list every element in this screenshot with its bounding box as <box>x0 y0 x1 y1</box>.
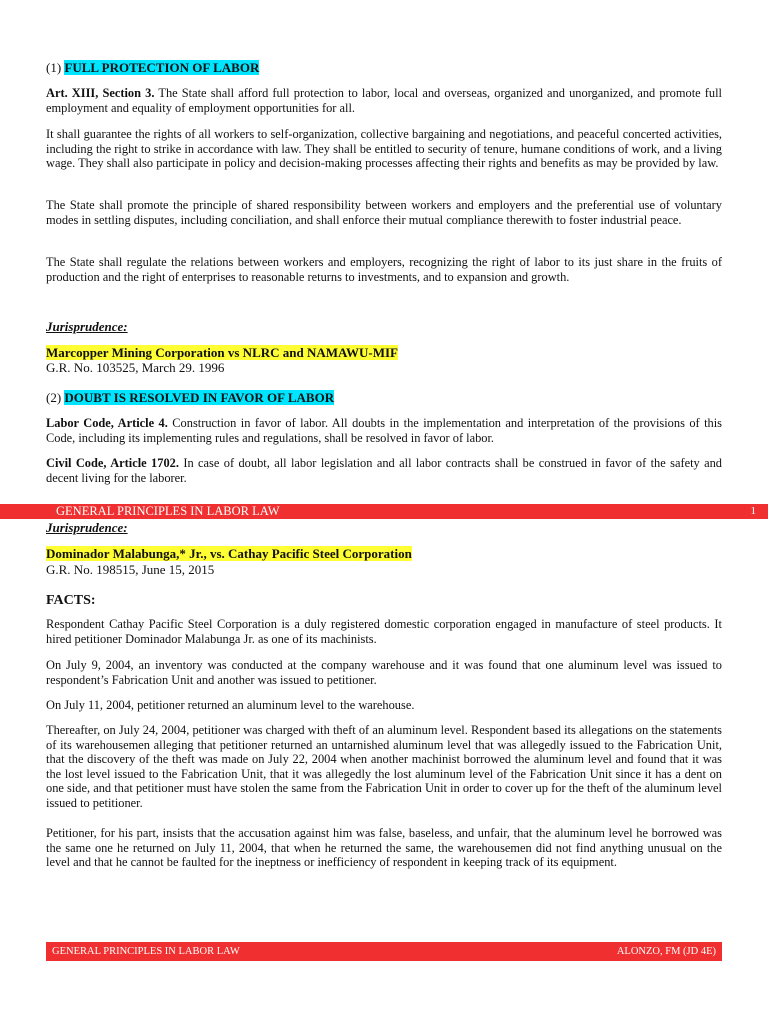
labor-code-text: Construction in favor of labor. All doubts in the implementation and interpretation of the provisions of this Code, including its implementing rules and regulations, shall be resolved in favor of labor. <box>46 416 722 445</box>
jurisprudence-label-2: Jurisprudence: <box>46 520 128 535</box>
art-xiii-label: Art. XIII, Section 3. <box>46 86 155 100</box>
page-number: 1 <box>750 505 756 517</box>
art-xiii-paragraph <box>46 86 722 115</box>
civil-code-paragraph <box>46 456 722 485</box>
facts-paragraph: On July 11, 2004, petitioner returned an aluminum level to the warehouse. <box>46 698 415 712</box>
paragraph-regulate-relations: The State shall regulate the relations between workers and employers, recognizing the right of labor to its just share in the fruits of production and the right of enterprises to reasonable returns to investments, and to expansion and growth. <box>46 255 722 284</box>
case-title-1-text: Marcopper Mining Corporation vs NLRC and NAMAWU-MIF <box>46 345 398 360</box>
facts-paragraph: Petitioner, for his part, insists that the accusation against him was false, baseless, and unfair, that the aluminum level he borrowed was the same one he returned on July 11, 2004, that when he returned the same, the warehousemen did not find anything unusual on the level and that he cannot be faulted for the ineptness or inefficiency of respondent in keeping track of its equipment. <box>46 826 722 870</box>
facts-paragraph: Respondent Cathay Pacific Steel Corporation is a duly registered domestic corporation engaged in manufacture of steel products. It hired petitioner Dominador Malabunga Jr. as one of its machinists. <box>46 617 722 646</box>
facts-paragraph: On July 9, 2004, an inventory was conducted at the company warehouse and it was found that one aluminum level was issued to respondent’s Fabrication Unit and another was issued to petitioner. <box>46 658 722 687</box>
case-gr-1: G.R. No. 103525, March 29. 1996 <box>46 360 225 375</box>
labor-code-paragraph <box>46 416 722 445</box>
civil-code-text: In case of doubt, all labor legislation and all labor contracts shall be construed in favor of the safety and decent living for the laborer. <box>46 456 722 485</box>
civil-code-label: Civil Code, Article 1702. <box>46 456 179 470</box>
section-2-heading <box>46 390 334 406</box>
page-header-band <box>0 504 768 519</box>
footer-right-text: ALONZO, FM (JD 4E) <box>616 946 716 957</box>
jurisprudence-label-1: Jurisprudence: <box>46 319 128 334</box>
page-footer <box>46 942 722 961</box>
art-xiii-text: The State shall afford full protection to labor, local and overseas, organized and unorganized, and promote full employment and equality of employment opportunities for all. <box>46 86 722 115</box>
section-2-number: (2) <box>46 390 62 405</box>
footer-left-text: GENERAL PRINCIPLES IN LABOR LAW <box>52 946 240 957</box>
section-1-title: FULL PROTECTION OF LABOR <box>64 60 260 75</box>
labor-code-label: Labor Code, Article 4. <box>46 416 168 430</box>
facts-label: FACTS: <box>46 593 96 608</box>
band-title: GENERAL PRINCIPLES IN LABOR LAW <box>56 504 280 518</box>
case-title-2-text: Dominador Malabunga,* Jr., vs. Cathay Pacific Steel Corporation <box>46 546 412 561</box>
paragraph-shared-responsibility: The State shall promote the principle of shared responsibility between workers and employers and the preferential use of voluntary modes in settling disputes, including conciliation, and shall enforce their mutual compliance therewith to foster industrial peace. <box>46 198 722 227</box>
facts-paragraph: Thereafter, on July 24, 2004, petitioner was charged with theft of an aluminum level. Respondent based its allegations on the statements of its warehousemen alleging that petitioner returned an untarnished aluminum level that was allegedly issued to the Fabrication Unit, that the discovery of the theft was made on July 22, 2004 when another machinist borrowed the aluminum level and found that it was the lost level issued to the Fabrication Unit, that it was allegedly the lost aluminum level of the Fabrication Unit since it has a dent on one side, and that petitioner must have stolen the same from the Fabrication Unit in order to cover up for the theft of the aluminum level issued to petitioner. <box>46 723 722 810</box>
section-1-heading <box>46 60 259 76</box>
case-gr-2: G.R. No. 198515, June 15, 2015 <box>46 562 215 577</box>
section-1-number: (1) <box>46 60 62 75</box>
case-title-2 <box>46 546 412 562</box>
paragraph-rights: It shall guarantee the rights of all workers to self-organization, collective bargaining and negotiations, and peaceful concerted activities, including the right to strike in accordance with law. They shall be entitled to security of tenure, humane conditions of work, and a living wage. They shall also participate in policy and decision-making processes affecting their rights and benefits as may be provided by law. <box>46 127 722 171</box>
case-title-1 <box>46 345 398 361</box>
section-2-title: DOUBT IS RESOLVED IN FAVOR OF LABOR <box>64 390 335 405</box>
